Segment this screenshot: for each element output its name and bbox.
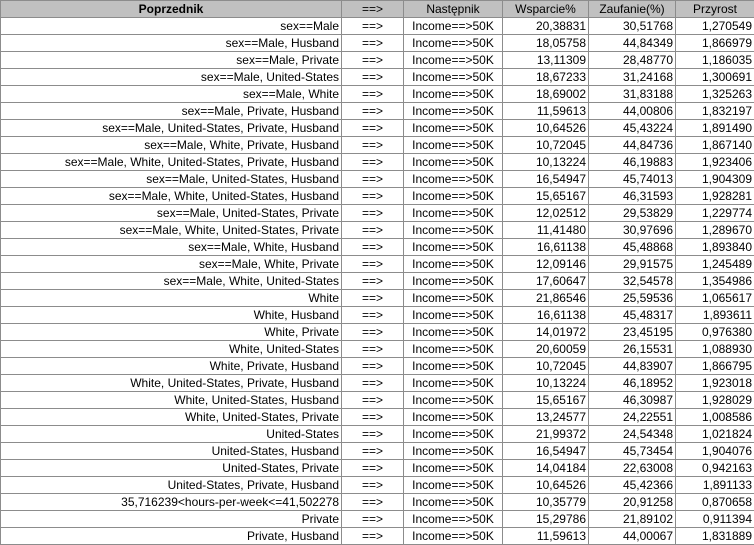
- cell-consequent[interactable]: Income==>50K: [404, 222, 503, 239]
- table-row[interactable]: [1, 358, 754, 375]
- cell-consequent[interactable]: Income==>50K: [404, 358, 503, 375]
- cell-confidence[interactable]: 21,89102: [589, 511, 676, 528]
- cell-support[interactable]: 12,09146: [503, 256, 589, 273]
- cell-consequent[interactable]: Income==>50K: [404, 86, 503, 103]
- cell-confidence[interactable]: 45,42366: [589, 477, 676, 494]
- cell-support[interactable]: 10,35779: [503, 494, 589, 511]
- cell-consequent[interactable]: Income==>50K: [404, 137, 503, 154]
- table-row[interactable]: [1, 35, 754, 52]
- cell-antecedent[interactable]: sex==Male, Private: [1, 52, 342, 69]
- cell-consequent[interactable]: Income==>50K: [404, 69, 503, 86]
- cell-support[interactable]: 12,02512: [503, 205, 589, 222]
- cell-lift[interactable]: 1,325263: [676, 86, 754, 103]
- cell-lift[interactable]: 1,831889: [676, 528, 754, 545]
- table-row[interactable]: [1, 205, 754, 222]
- cell-consequent[interactable]: Income==>50K: [404, 205, 503, 222]
- table-row[interactable]: [1, 222, 754, 239]
- cell-confidence[interactable]: 44,00067: [589, 528, 676, 545]
- cell-support[interactable]: 21,99372: [503, 426, 589, 443]
- cell-support[interactable]: 18,67233: [503, 69, 589, 86]
- table-row[interactable]: [1, 171, 754, 188]
- cell-lift[interactable]: 1,229774: [676, 205, 754, 222]
- header-consequent[interactable]: Następnik: [404, 1, 503, 18]
- cell-consequent[interactable]: Income==>50K: [404, 494, 503, 511]
- cell-support[interactable]: 10,64526: [503, 477, 589, 494]
- cell-antecedent[interactable]: United-States, Private: [1, 460, 342, 477]
- cell-arrow[interactable]: ==>: [342, 171, 404, 188]
- cell-lift[interactable]: 1,867140: [676, 137, 754, 154]
- cell-consequent[interactable]: Income==>50K: [404, 120, 503, 137]
- cell-support[interactable]: 10,13224: [503, 154, 589, 171]
- cell-confidence[interactable]: 29,53829: [589, 205, 676, 222]
- cell-lift[interactable]: 1,021824: [676, 426, 754, 443]
- table-row[interactable]: [1, 69, 754, 86]
- cell-consequent[interactable]: Income==>50K: [404, 52, 503, 69]
- cell-arrow[interactable]: ==>: [342, 35, 404, 52]
- header-antecedent[interactable]: Poprzednik: [1, 1, 342, 18]
- cell-consequent[interactable]: Income==>50K: [404, 511, 503, 528]
- cell-confidence[interactable]: 29,91575: [589, 256, 676, 273]
- cell-antecedent[interactable]: White, United-States: [1, 341, 342, 358]
- cell-antecedent[interactable]: White, United-States, Private, Husband: [1, 375, 342, 392]
- cell-support[interactable]: 17,60647: [503, 273, 589, 290]
- cell-consequent[interactable]: Income==>50K: [404, 426, 503, 443]
- cell-consequent[interactable]: Income==>50K: [404, 392, 503, 409]
- cell-antecedent[interactable]: sex==Male, United-States, Husband: [1, 171, 342, 188]
- cell-arrow[interactable]: ==>: [342, 103, 404, 120]
- cell-lift[interactable]: 1,928029: [676, 392, 754, 409]
- cell-lift[interactable]: 1,245489: [676, 256, 754, 273]
- cell-antecedent[interactable]: White, Husband: [1, 307, 342, 324]
- cell-lift[interactable]: 1,904309: [676, 171, 754, 188]
- table-row[interactable]: [1, 477, 754, 494]
- cell-lift[interactable]: 1,065617: [676, 290, 754, 307]
- cell-lift[interactable]: 1,300691: [676, 69, 754, 86]
- cell-support[interactable]: 10,72045: [503, 137, 589, 154]
- table-row[interactable]: [1, 494, 754, 511]
- cell-antecedent[interactable]: United-States, Private, Husband: [1, 477, 342, 494]
- cell-consequent[interactable]: Income==>50K: [404, 239, 503, 256]
- header-arrow[interactable]: ==>: [342, 1, 404, 18]
- cell-support[interactable]: 13,11309: [503, 52, 589, 69]
- cell-consequent[interactable]: Income==>50K: [404, 154, 503, 171]
- header-row: [1, 1, 754, 18]
- cell-lift[interactable]: 1,928281: [676, 188, 754, 205]
- cell-arrow[interactable]: ==>: [342, 222, 404, 239]
- cell-lift[interactable]: 1,008586: [676, 409, 754, 426]
- cell-consequent[interactable]: Income==>50K: [404, 324, 503, 341]
- cell-arrow[interactable]: ==>: [342, 511, 404, 528]
- cell-lift[interactable]: 1,923018: [676, 375, 754, 392]
- cell-arrow[interactable]: ==>: [342, 460, 404, 477]
- cell-antecedent[interactable]: sex==Male: [1, 18, 342, 35]
- cell-consequent[interactable]: Income==>50K: [404, 460, 503, 477]
- cell-consequent[interactable]: Income==>50K: [404, 188, 503, 205]
- cell-lift[interactable]: 1,866979: [676, 35, 754, 52]
- cell-support[interactable]: 16,54947: [503, 171, 589, 188]
- cell-confidence[interactable]: 30,51768: [589, 18, 676, 35]
- cell-lift[interactable]: 1,289670: [676, 222, 754, 239]
- header-lift[interactable]: Przyrost: [676, 1, 754, 18]
- cell-arrow[interactable]: ==>: [342, 341, 404, 358]
- cell-arrow[interactable]: ==>: [342, 409, 404, 426]
- cell-antecedent[interactable]: sex==Male, Husband: [1, 35, 342, 52]
- cell-support[interactable]: 15,65167: [503, 392, 589, 409]
- table-row[interactable]: [1, 511, 754, 528]
- cell-confidence[interactable]: 24,22551: [589, 409, 676, 426]
- table-row[interactable]: [1, 341, 754, 358]
- cell-arrow[interactable]: ==>: [342, 290, 404, 307]
- cell-arrow[interactable]: ==>: [342, 205, 404, 222]
- cell-consequent[interactable]: Income==>50K: [404, 290, 503, 307]
- cell-support[interactable]: 15,29786: [503, 511, 589, 528]
- table-row[interactable]: [1, 460, 754, 477]
- cell-confidence[interactable]: 44,83907: [589, 358, 676, 375]
- cell-antecedent[interactable]: White, United-States, Private: [1, 409, 342, 426]
- cell-lift[interactable]: 1,893611: [676, 307, 754, 324]
- table-row[interactable]: [1, 18, 754, 35]
- cell-consequent[interactable]: Income==>50K: [404, 35, 503, 52]
- table-row[interactable]: [1, 307, 754, 324]
- cell-consequent[interactable]: Income==>50K: [404, 307, 503, 324]
- table-row[interactable]: [1, 154, 754, 171]
- table-row[interactable]: [1, 392, 754, 409]
- cell-arrow[interactable]: ==>: [342, 86, 404, 103]
- cell-antecedent[interactable]: sex==Male, United-States: [1, 69, 342, 86]
- table-row[interactable]: [1, 375, 754, 392]
- cell-arrow[interactable]: ==>: [342, 375, 404, 392]
- cell-consequent[interactable]: Income==>50K: [404, 409, 503, 426]
- cell-confidence[interactable]: 44,84736: [589, 137, 676, 154]
- cell-support[interactable]: 10,13224: [503, 375, 589, 392]
- table-row[interactable]: [1, 426, 754, 443]
- cell-arrow[interactable]: ==>: [342, 188, 404, 205]
- cell-lift[interactable]: 1,893840: [676, 239, 754, 256]
- cell-confidence[interactable]: 24,54348: [589, 426, 676, 443]
- cell-antecedent[interactable]: sex==Male, White, United-States, Private, Husband: [1, 154, 342, 171]
- cell-arrow[interactable]: ==>: [342, 324, 404, 341]
- cell-confidence[interactable]: 45,48868: [589, 239, 676, 256]
- cell-support[interactable]: 15,65167: [503, 188, 589, 205]
- cell-confidence[interactable]: 44,84349: [589, 35, 676, 52]
- cell-antecedent[interactable]: Private: [1, 511, 342, 528]
- cell-consequent[interactable]: Income==>50K: [404, 477, 503, 494]
- cell-confidence[interactable]: 32,54578: [589, 273, 676, 290]
- cell-consequent[interactable]: Income==>50K: [404, 528, 503, 545]
- cell-lift[interactable]: 1,866795: [676, 358, 754, 375]
- cell-support[interactable]: 14,04184: [503, 460, 589, 477]
- cell-consequent[interactable]: Income==>50K: [404, 273, 503, 290]
- cell-antecedent[interactable]: White, United-States, Husband: [1, 392, 342, 409]
- cell-arrow[interactable]: ==>: [342, 69, 404, 86]
- cell-antecedent[interactable]: United-States: [1, 426, 342, 443]
- table-row[interactable]: [1, 137, 754, 154]
- cell-arrow[interactable]: ==>: [342, 494, 404, 511]
- cell-lift[interactable]: 1,186035: [676, 52, 754, 69]
- cell-arrow[interactable]: ==>: [342, 477, 404, 494]
- cell-antecedent[interactable]: sex==Male, United-States, Private, Husband: [1, 120, 342, 137]
- cell-support[interactable]: 13,24577: [503, 409, 589, 426]
- cell-lift[interactable]: 0,870658: [676, 494, 754, 511]
- cell-antecedent[interactable]: White: [1, 290, 342, 307]
- table-row[interactable]: [1, 120, 754, 137]
- cell-antecedent[interactable]: sex==Male, White, Private: [1, 256, 342, 273]
- table-row[interactable]: [1, 409, 754, 426]
- cell-confidence[interactable]: 45,43224: [589, 120, 676, 137]
- table-row[interactable]: [1, 290, 754, 307]
- cell-confidence[interactable]: 31,83188: [589, 86, 676, 103]
- cell-arrow[interactable]: ==>: [342, 137, 404, 154]
- cell-arrow[interactable]: ==>: [342, 120, 404, 137]
- table-row[interactable]: [1, 273, 754, 290]
- cell-consequent[interactable]: Income==>50K: [404, 375, 503, 392]
- cell-confidence[interactable]: 46,30987: [589, 392, 676, 409]
- table-row[interactable]: [1, 239, 754, 256]
- cell-support[interactable]: 11,41480: [503, 222, 589, 239]
- cell-confidence[interactable]: 45,73454: [589, 443, 676, 460]
- cell-arrow[interactable]: ==>: [342, 307, 404, 324]
- cell-support[interactable]: 18,05758: [503, 35, 589, 52]
- cell-lift[interactable]: 1,270549: [676, 18, 754, 35]
- table-row[interactable]: [1, 188, 754, 205]
- table-row[interactable]: [1, 528, 754, 545]
- cell-antecedent[interactable]: White, Private, Husband: [1, 358, 342, 375]
- cell-antecedent[interactable]: sex==Male, White, United-States, Husband: [1, 188, 342, 205]
- cell-confidence[interactable]: 20,91258: [589, 494, 676, 511]
- cell-confidence[interactable]: 25,59536: [589, 290, 676, 307]
- cell-support[interactable]: 20,60059: [503, 341, 589, 358]
- cell-antecedent[interactable]: Private, Husband: [1, 528, 342, 545]
- cell-antecedent[interactable]: sex==Male, White, United-States, Private: [1, 222, 342, 239]
- cell-consequent[interactable]: Income==>50K: [404, 256, 503, 273]
- table-row[interactable]: [1, 86, 754, 103]
- cell-confidence[interactable]: 45,48317: [589, 307, 676, 324]
- cell-antecedent[interactable]: sex==Male, White, Private, Husband: [1, 137, 342, 154]
- cell-lift[interactable]: 1,891133: [676, 477, 754, 494]
- cell-lift[interactable]: 1,891490: [676, 120, 754, 137]
- cell-antecedent[interactable]: United-States, Husband: [1, 443, 342, 460]
- cell-consequent[interactable]: Income==>50K: [404, 103, 503, 120]
- header-confidence[interactable]: Zaufanie(%): [589, 1, 676, 18]
- cell-lift[interactable]: 1,923406: [676, 154, 754, 171]
- cell-support[interactable]: 16,61138: [503, 307, 589, 324]
- cell-lift[interactable]: 1,832197: [676, 103, 754, 120]
- cell-confidence[interactable]: 46,31593: [589, 188, 676, 205]
- cell-support[interactable]: 16,61138: [503, 239, 589, 256]
- cell-confidence[interactable]: 46,18952: [589, 375, 676, 392]
- cell-arrow[interactable]: ==>: [342, 443, 404, 460]
- cell-support[interactable]: 18,69002: [503, 86, 589, 103]
- table-row[interactable]: [1, 103, 754, 120]
- table-row[interactable]: [1, 443, 754, 460]
- cell-consequent[interactable]: Income==>50K: [404, 18, 503, 35]
- cell-consequent[interactable]: Income==>50K: [404, 443, 503, 460]
- cell-arrow[interactable]: ==>: [342, 256, 404, 273]
- cell-support[interactable]: 16,54947: [503, 443, 589, 460]
- table-row[interactable]: [1, 324, 754, 341]
- cell-lift[interactable]: 0,911394: [676, 511, 754, 528]
- cell-support[interactable]: 14,01972: [503, 324, 589, 341]
- cell-lift[interactable]: 1,354986: [676, 273, 754, 290]
- cell-arrow[interactable]: ==>: [342, 273, 404, 290]
- cell-antecedent[interactable]: White, Private: [1, 324, 342, 341]
- cell-antecedent[interactable]: sex==Male, Private, Husband: [1, 103, 342, 120]
- cell-antecedent[interactable]: sex==Male, White: [1, 86, 342, 103]
- cell-arrow[interactable]: ==>: [342, 18, 404, 35]
- cell-confidence[interactable]: 22,63008: [589, 460, 676, 477]
- cell-lift[interactable]: 0,942163: [676, 460, 754, 477]
- cell-arrow[interactable]: ==>: [342, 358, 404, 375]
- cell-arrow[interactable]: ==>: [342, 154, 404, 171]
- cell-antecedent[interactable]: sex==Male, White, United-States: [1, 273, 342, 290]
- cell-consequent[interactable]: Income==>50K: [404, 341, 503, 358]
- cell-support[interactable]: 10,64526: [503, 120, 589, 137]
- cell-antecedent[interactable]: 35,716239<hours-per-week<=41,502278: [1, 494, 342, 511]
- cell-antecedent[interactable]: sex==Male, White, Husband: [1, 239, 342, 256]
- cell-arrow[interactable]: ==>: [342, 528, 404, 545]
- cell-confidence[interactable]: 26,15531: [589, 341, 676, 358]
- cell-arrow[interactable]: ==>: [342, 392, 404, 409]
- cell-confidence[interactable]: 46,19883: [589, 154, 676, 171]
- header-support[interactable]: Wsparcie%: [503, 1, 589, 18]
- cell-support[interactable]: 21,86546: [503, 290, 589, 307]
- cell-arrow[interactable]: ==>: [342, 426, 404, 443]
- cell-support[interactable]: 11,59613: [503, 103, 589, 120]
- table-row[interactable]: [1, 256, 754, 273]
- cell-confidence[interactable]: 30,97696: [589, 222, 676, 239]
- cell-lift[interactable]: 1,088930: [676, 341, 754, 358]
- cell-consequent[interactable]: Income==>50K: [404, 171, 503, 188]
- cell-lift[interactable]: 0,976380: [676, 324, 754, 341]
- cell-confidence[interactable]: 45,74013: [589, 171, 676, 188]
- table-row[interactable]: [1, 52, 754, 69]
- cell-support[interactable]: 11,59613: [503, 528, 589, 545]
- cell-confidence[interactable]: 28,48770: [589, 52, 676, 69]
- cell-support[interactable]: 10,72045: [503, 358, 589, 375]
- cell-antecedent[interactable]: sex==Male, United-States, Private: [1, 205, 342, 222]
- cell-confidence[interactable]: 23,45195: [589, 324, 676, 341]
- cell-support[interactable]: 20,38831: [503, 18, 589, 35]
- cell-arrow[interactable]: ==>: [342, 52, 404, 69]
- cell-confidence[interactable]: 44,00806: [589, 103, 676, 120]
- cell-arrow[interactable]: ==>: [342, 239, 404, 256]
- cell-confidence[interactable]: 31,24168: [589, 69, 676, 86]
- cell-lift[interactable]: 1,904076: [676, 443, 754, 460]
